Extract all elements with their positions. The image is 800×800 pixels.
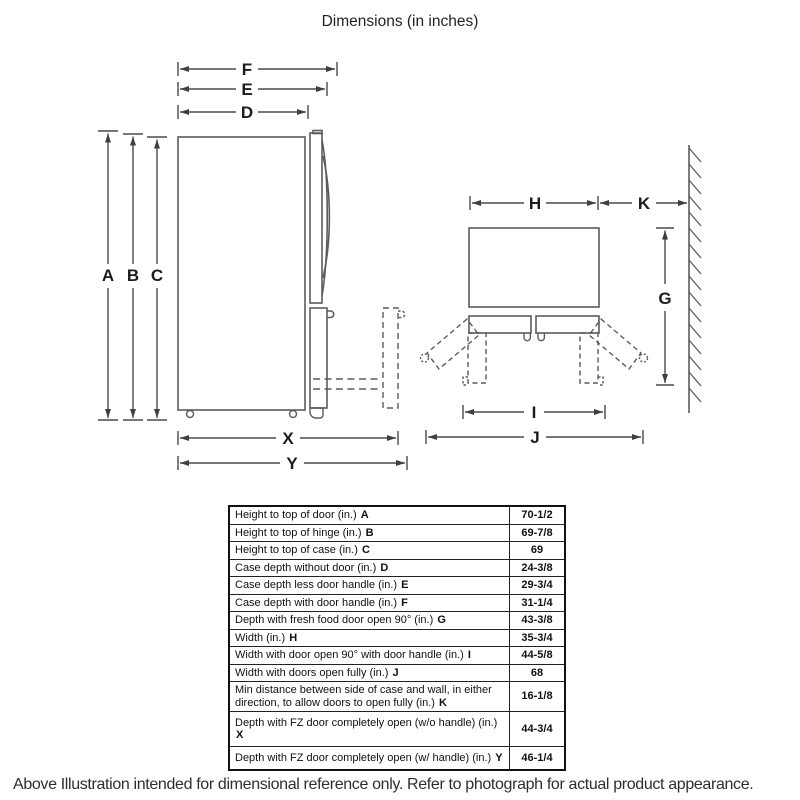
label-B: B xyxy=(126,266,140,285)
table-row xyxy=(229,612,565,630)
label-E: E xyxy=(241,80,253,99)
right-door-closed xyxy=(536,316,599,333)
door-hinge xyxy=(313,131,322,134)
spec-table-container xyxy=(228,505,566,771)
table-row xyxy=(229,559,565,577)
fridge-case-side xyxy=(178,137,305,410)
doors-open-fully-dashed xyxy=(421,319,648,369)
spec-label-cell: Width with doors open fully (in.) J xyxy=(229,664,510,682)
table-row xyxy=(229,506,565,524)
spec-value-cell: 43-3/8 xyxy=(510,612,566,630)
table-row xyxy=(229,629,565,647)
wall-hatching xyxy=(689,148,701,402)
left-door-closed xyxy=(469,316,531,333)
page-title: Dimensions (in inches) xyxy=(321,13,479,30)
label-K: K xyxy=(637,194,651,213)
right-door-handle-top xyxy=(538,333,544,341)
fridge-case-top xyxy=(469,228,599,307)
caster-front xyxy=(290,411,297,418)
label-I: I xyxy=(531,403,537,422)
disclaimer-text: Above Illustration intended for dimensional reference only. Refer to photograph for actual product appearance. xyxy=(13,776,754,793)
spec-value-cell: 70-1/2 xyxy=(510,506,566,524)
side-view xyxy=(178,131,405,419)
front-foot xyxy=(310,408,323,418)
spec-value-cell: 68 xyxy=(510,664,566,682)
label-G: G xyxy=(658,289,672,308)
table-row xyxy=(229,682,565,712)
table-row xyxy=(229,664,565,682)
table-row xyxy=(229,577,565,595)
label-C: C xyxy=(150,266,164,285)
freezer-handle xyxy=(327,311,334,318)
spec-label-cell: Case depth less door handle (in.) E xyxy=(229,577,510,595)
table-row xyxy=(229,747,565,770)
spec-label-cell: Depth with FZ door completely open (w/o handle) (in.) X xyxy=(229,712,510,747)
label-Y: Y xyxy=(286,454,298,473)
label-D: D xyxy=(240,103,254,122)
spec-value-cell: 29-3/4 xyxy=(510,577,566,595)
freezer-drawer-front-side xyxy=(310,308,334,408)
spec-value-cell: 31-1/4 xyxy=(510,594,566,612)
spec-label-cell: Depth with FZ door completely open (w/ handle) (in.) Y xyxy=(229,747,510,770)
spec-label-cell: Width (in.) H xyxy=(229,629,510,647)
spec-value-cell: 69-7/8 xyxy=(510,524,566,542)
spec-label-cell: Height to top of case (in.) C xyxy=(229,542,510,560)
label-J: J xyxy=(530,428,540,447)
spec-value-cell: 46-1/4 xyxy=(510,747,566,770)
table-row xyxy=(229,542,565,560)
spec-label-cell: Width with door open 90° with door handle (in.) I xyxy=(229,647,510,665)
spec-value-cell: 24-3/8 xyxy=(510,559,566,577)
spec-label-cell: Min distance between side of case and wall, in either direction, to allow doors to open fully (in.) K xyxy=(229,682,510,712)
spec-value-cell: 16-1/8 xyxy=(510,682,566,712)
spec-value-cell: 44-5/8 xyxy=(510,647,566,665)
spec-label-cell: Height to top of hinge (in.) B xyxy=(229,524,510,542)
spec-label-cell: Case depth with door handle (in.) F xyxy=(229,594,510,612)
table-row xyxy=(229,647,565,665)
caster-rear xyxy=(187,411,194,418)
dimensions-table xyxy=(228,505,566,771)
spec-value-cell: 44-3/4 xyxy=(510,712,566,747)
dim-F xyxy=(178,62,337,76)
left-door-handle-top xyxy=(524,333,530,341)
spec-label-cell: Depth with fresh food door open 90° (in.) G xyxy=(229,612,510,630)
spec-label-cell: Height to top of door (in.) A xyxy=(229,506,510,524)
top-view xyxy=(421,145,702,413)
label-F: F xyxy=(241,60,253,79)
table-row xyxy=(229,712,565,747)
label-X: X xyxy=(282,429,294,448)
doors-open-90-dashed xyxy=(463,333,603,385)
spec-label-cell: Case depth without door (in.) D xyxy=(229,559,510,577)
wall xyxy=(689,145,701,413)
side-view-dimensions xyxy=(98,62,407,470)
door-handle-side xyxy=(323,156,329,278)
spec-value-cell: 69 xyxy=(510,542,566,560)
fresh-food-door-side xyxy=(310,131,329,304)
table-row xyxy=(229,594,565,612)
spec-value-cell: 35-3/4 xyxy=(510,629,566,647)
label-A: A xyxy=(101,266,115,285)
table-row xyxy=(229,524,565,542)
drawer-travel-lines xyxy=(313,379,382,389)
label-H: H xyxy=(528,194,542,213)
